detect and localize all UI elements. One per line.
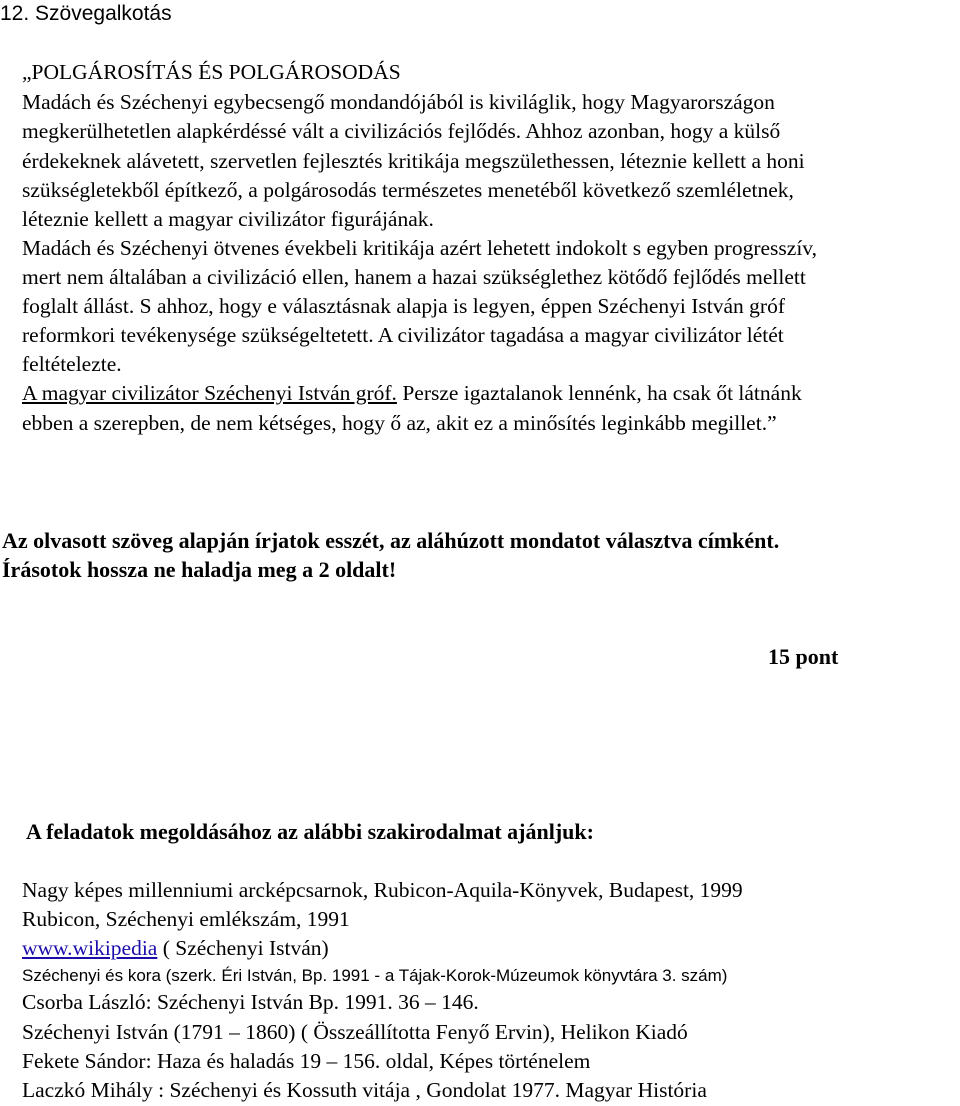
literature-item: Rubicon, Széchenyi emlékszám, 1991 bbox=[22, 907, 350, 931]
underlined-sentence: A magyar civilizátor Széchenyi István gróf. bbox=[22, 381, 397, 405]
literature-item: Széchenyi István (1791 – 1860) ( Összeállította Fenyő Ervin), Helikon Kiadó bbox=[22, 1020, 688, 1044]
passage-line: szükségletekből építkező, a polgárosodás természetes menetéből következő szemléletnek, bbox=[22, 178, 794, 202]
literature-item: Nagy képes millenniumi arcképcsarnok, Rubicon-Aquila-Könyvek, Budapest, 1999 bbox=[22, 878, 743, 902]
passage-line: megkerülhetetlen alapkérdéssé vált a civilizációs fejlődés. Ahhoz azonban, hogy a külső bbox=[22, 119, 781, 143]
passage-line: léteznie kellett a magyar civilizátor figurájának. bbox=[22, 207, 434, 231]
literature-item bbox=[22, 934, 329, 962]
passage-line: ebben a szerepben, de nem kétséges, hogy ő az, akit ez a minősítés leginkább megillet.” bbox=[22, 411, 777, 435]
passage-line: foglalt állást. S ahhoz, hogy e választásnak alapja is legyen, éppen Széchenyi István gróf bbox=[22, 294, 785, 318]
passage-line: Madách és Széchenyi egybecsengő mondandójából is kiviláglik, hogy Magyarországon bbox=[22, 90, 775, 114]
literature-title: A feladatok megoldásához az alábbi szakirodalmat ajánljuk: bbox=[26, 819, 594, 844]
literature-item: Fekete Sándor: Haza és haladás 19 – 156. oldal, Képes történelem bbox=[22, 1049, 591, 1073]
passage-title: „POLGÁROSÍTÁS ÉS POLGÁROSODÁS bbox=[22, 60, 401, 84]
passage-text: Persze igaztalanok lennénk, ha csak őt látnánk bbox=[396, 381, 802, 405]
task-instruction: Az olvasott szöveg alapján írjatok esszét, az aláhúzott mondatot választva címként. bbox=[2, 528, 780, 553]
literature-item-text: ( Széchenyi István) bbox=[157, 936, 329, 960]
passage-line: mert nem általában a civilizáció ellen, hanem a hazai szükséglethez kötődő fejlődés mellett bbox=[22, 265, 806, 289]
points-label: 15 pont bbox=[768, 644, 839, 669]
passage-line: Madách és Széchenyi ötvenes évekbeli kritikája azért lehetett indokolt s egyben progresszív, bbox=[22, 236, 818, 260]
literature-item: Laczkó Mihály : Széchenyi és Kossuth vitája , Gondolat 1977. Magyar História bbox=[22, 1078, 707, 1102]
passage-line-with-underline bbox=[22, 379, 802, 407]
section-heading: 12. Szövegalkotás bbox=[0, 2, 172, 25]
wikipedia-link[interactable]: www.wikipedia bbox=[22, 936, 158, 960]
passage-line: reformkori tevékenysége szükségeltetett. A civilizátor tagadása a magyar civilizátor létét bbox=[22, 323, 784, 347]
passage-line: feltételezte. bbox=[22, 352, 122, 376]
task-length-limit: Írásotok hossza ne haladja meg a 2 oldalt! bbox=[2, 557, 397, 582]
literature-item: Csorba László: Széchenyi István Bp. 1991. 36 – 146. bbox=[22, 990, 479, 1014]
passage-line: érdekeknek alávetett, szervetlen fejlesztés kritikája megszülethessen, léteznie kellett a honi bbox=[22, 149, 805, 173]
literature-item: Széchenyi és kora (szerk. Éri István, Bp. 1991 - a Tájak-Korok-Múzeumok könyvtára 3. szám) bbox=[22, 966, 728, 985]
